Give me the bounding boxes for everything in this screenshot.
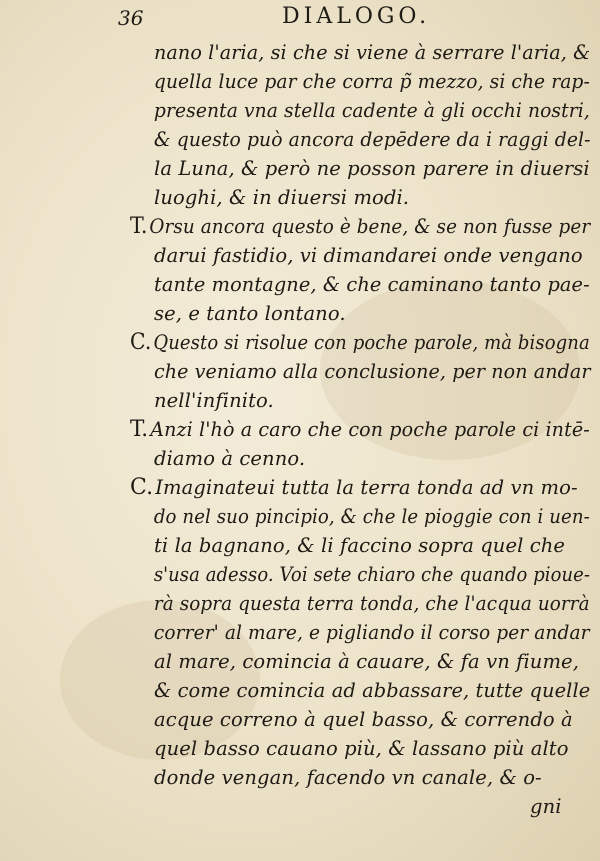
line-text: gni — [530, 795, 562, 818]
line-text: che veniamo alla conclusione, per non andar — [153, 360, 591, 383]
line-text: tante montagne, & che caminano tanto pae- — [153, 273, 590, 296]
speaker-label: T. — [130, 417, 149, 442]
line-text: quella luce par che corra p̃ mezzo, si che rap- — [153, 70, 590, 93]
text-line — [152, 69, 590, 95]
text-line — [152, 359, 591, 385]
text-line — [152, 562, 590, 588]
line-text: ti la bagnano, & li faccino sopra quel che — [154, 534, 566, 557]
running-head: DIALOGO. — [282, 4, 431, 29]
text-line — [130, 330, 590, 356]
line-text: darui fastidio, vi dimandarei onde vengano — [154, 244, 583, 267]
line-text: acque correno à quel basso, & correndo à — [154, 708, 573, 731]
line-text: Questo si risolue con poche parole, mà bisogna — [153, 331, 590, 354]
line-text: s'usa adesso. Voi sete chiaro che quando pioue- — [153, 563, 591, 586]
text-line — [152, 127, 591, 153]
text-line — [152, 446, 305, 472]
text-line — [152, 620, 590, 646]
line-text: quel basso cauano più, & lassano più alto — [154, 737, 569, 760]
text-line — [130, 475, 578, 501]
line-text: & come comincia ad abbassare, tutte quelle — [153, 679, 591, 702]
text-line — [152, 98, 590, 124]
text-line — [152, 765, 542, 791]
text-line — [152, 40, 590, 66]
catchword — [528, 794, 562, 820]
page-number: 36 — [118, 6, 144, 30]
text-line — [152, 678, 590, 704]
text-line — [130, 214, 590, 240]
line-text: al mare, comincia à cauare, & fa vn fiume, — [154, 650, 579, 673]
text-line — [152, 185, 409, 211]
text-line — [152, 388, 274, 414]
speaker-label: C. — [130, 330, 152, 355]
line-text: Anzi l'hò a caro che con poche parole ci intē- — [150, 418, 590, 441]
text-line — [152, 156, 590, 182]
line-text: presenta vna stella cadente à gli occhi nostri, — [153, 99, 590, 122]
text-line — [152, 649, 579, 675]
line-text: & questo può ancora depēdere da i raggi del- — [153, 128, 591, 151]
line-text: Orsu ancora questo è bene, & se non fusse per — [149, 215, 591, 238]
text-line — [152, 504, 590, 530]
text-line — [152, 707, 573, 733]
speaker-label: C. — [130, 475, 154, 500]
speaker-label: T. — [130, 214, 148, 239]
text-line — [152, 591, 590, 617]
line-text: diamo à cenno. — [154, 447, 306, 470]
line-text: se, e tanto lontano. — [154, 302, 346, 325]
line-text: do nel suo pincipio, & che le pioggie con i uen- — [153, 505, 590, 528]
line-text: nano l'aria, si che si viene à serrare l'aria, & — [153, 41, 591, 64]
text-line — [152, 272, 590, 298]
text-line — [152, 736, 569, 762]
line-text: donde vengan, facendo vn canale, & o- — [154, 766, 542, 789]
text-line — [152, 533, 565, 559]
line-text: luoghi, & in diuersi modi. — [154, 186, 410, 209]
line-text: la Luna, & però ne posson parere in diuersi — [154, 157, 590, 180]
line-text: nell'infinito. — [154, 389, 274, 412]
line-text: Imaginateui tutta la terra tonda ad vn mo- — [155, 476, 578, 499]
line-text: rà sopra questa terra tonda, che l'acqua uorrà — [153, 592, 590, 615]
line-text: correr' al mare, e pigliando il corso per andar — [153, 621, 590, 644]
text-line — [130, 417, 590, 443]
text-line — [152, 301, 346, 327]
text-line — [152, 243, 583, 269]
